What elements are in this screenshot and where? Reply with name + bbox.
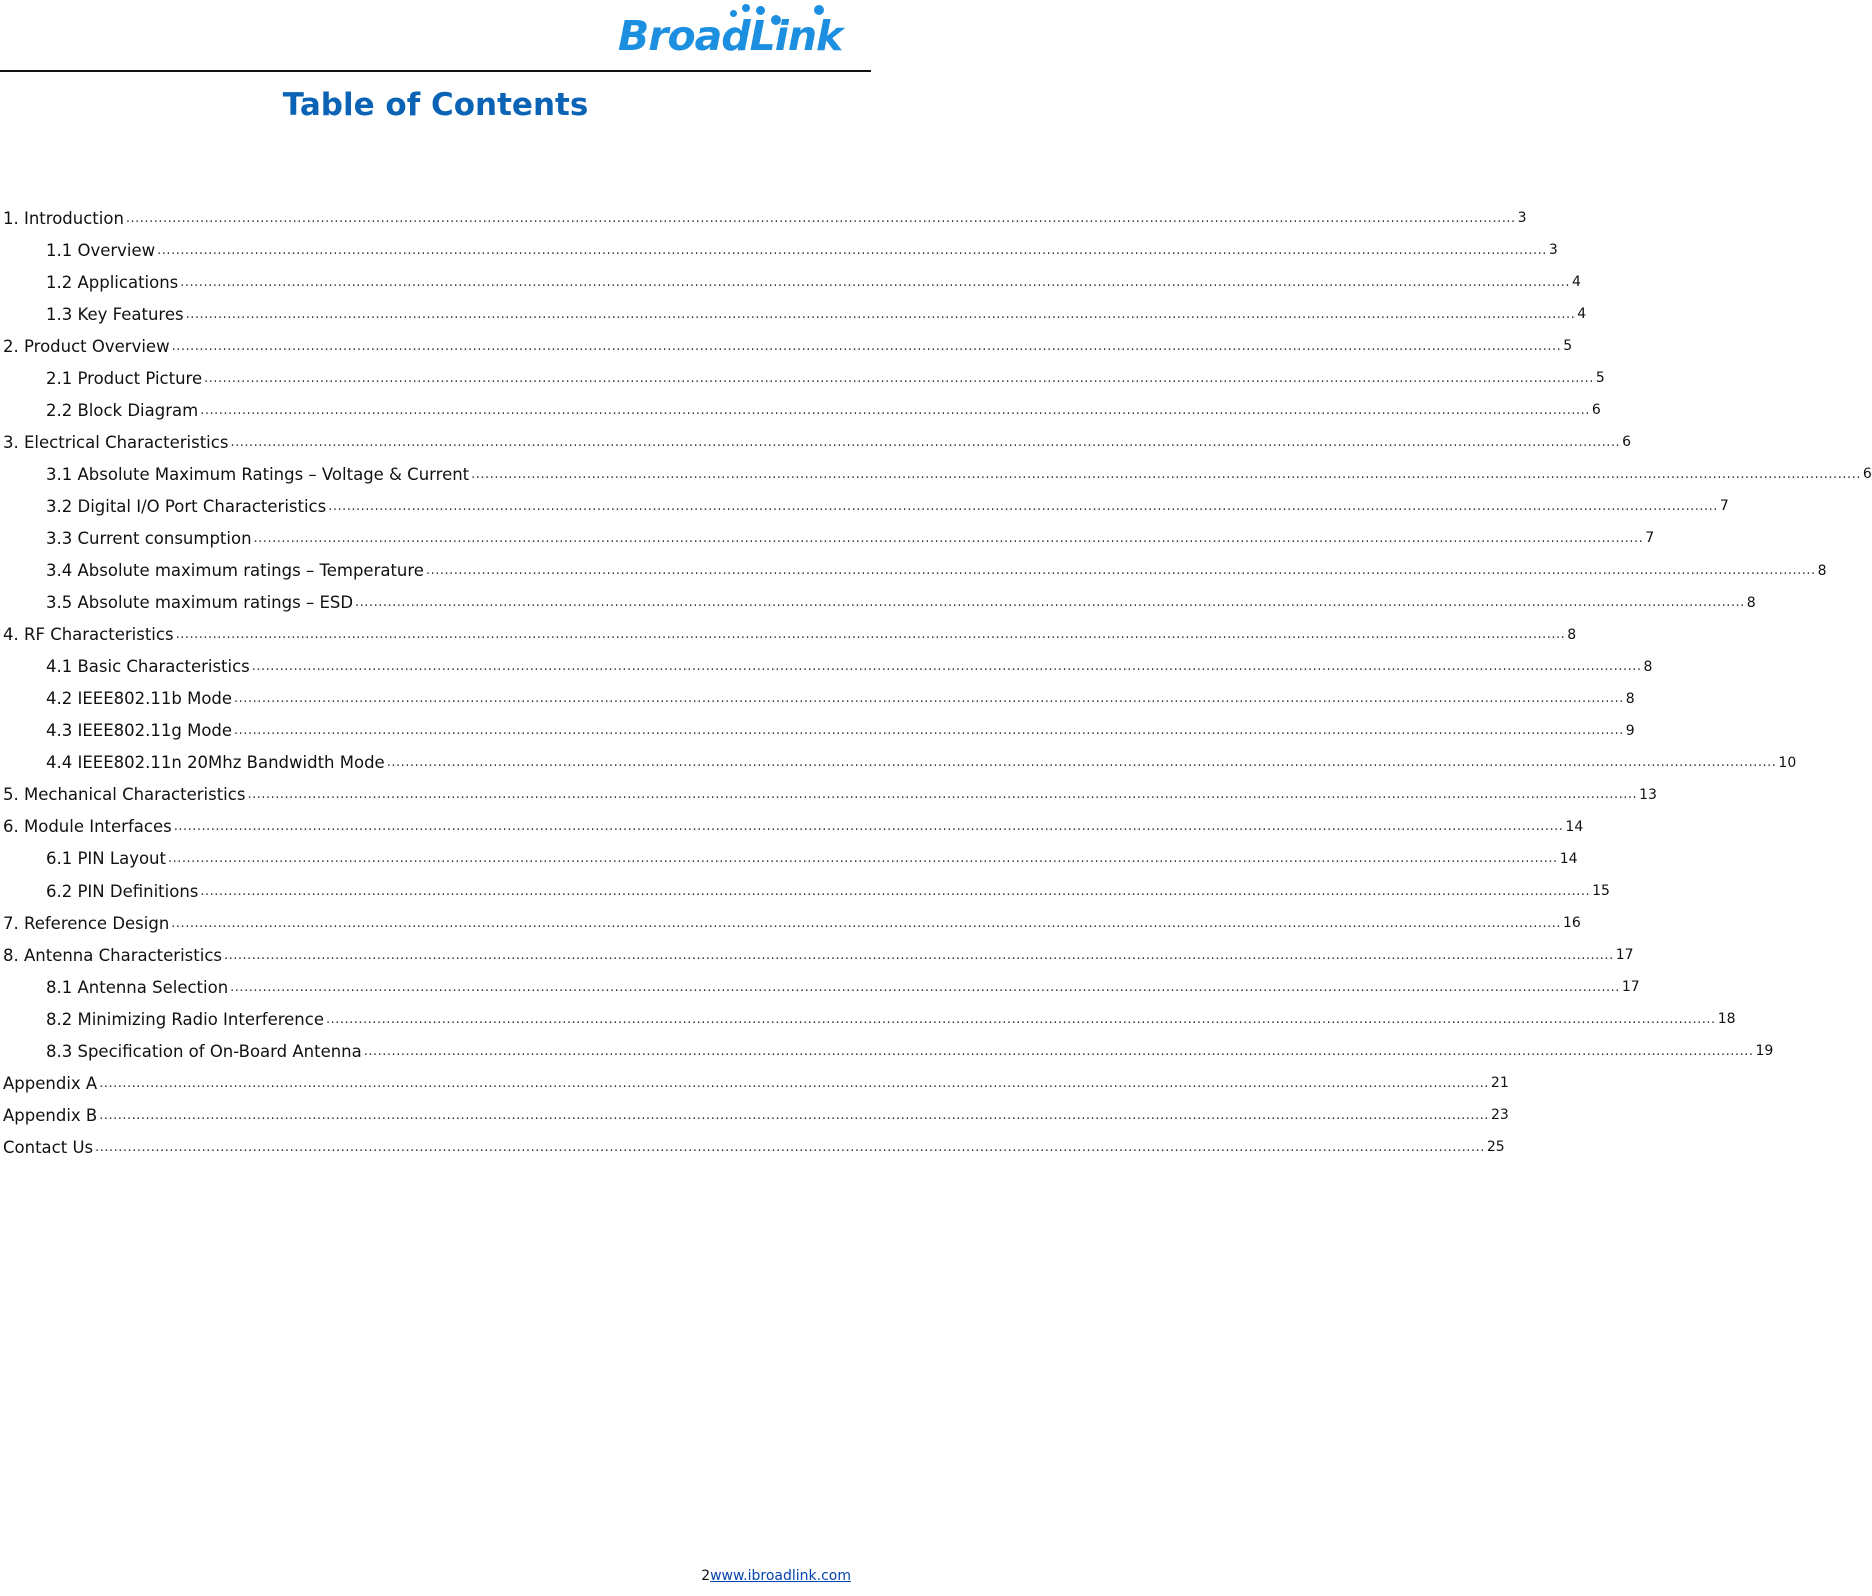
page-title: Table of Contents (282, 87, 589, 123)
toc-entry-label: 1.2 Applications (46, 272, 179, 292)
logo-text: BroadLink (618, 12, 843, 60)
toc-entry-label: 5. Mechanical Characteristics (3, 785, 246, 805)
toc-entry-label: Appendix A (3, 1073, 98, 1093)
toc-dot-leader: ............................................................................................................................................................................................................................................................................................................ (200, 883, 1591, 899)
toc-entry-page: 25 (1486, 1139, 1505, 1156)
toc-entry[interactable] (3, 394, 1601, 426)
toc-entry-label: 8.3 Specification of On-Board Antenna (46, 1041, 362, 1061)
toc-entry-page: 8 (1817, 562, 1827, 579)
toc-entry-page: 8 (1625, 690, 1635, 707)
toc-entry-label: 3. Electrical Characteristics (3, 432, 229, 452)
toc-entry-page: 5 (1563, 338, 1573, 355)
toc-entry-page: 8 (1746, 594, 1756, 611)
toc-dot-leader: ............................................................................................................................................................................................................................................................................................................ (167, 851, 1558, 867)
toc-entry-label: Appendix B (3, 1105, 98, 1125)
toc-entry[interactable] (3, 715, 1635, 747)
toc-entry[interactable] (3, 426, 1632, 458)
toc-entry[interactable] (3, 587, 1756, 619)
toc-entry[interactable] (3, 202, 1527, 234)
toc-dot-leader: ............................................................................................................................................................................................................................................................................................................ (175, 627, 1566, 643)
toc-entry-label: 1. Introduction (3, 208, 124, 228)
toc-entry-page: 19 (1755, 1043, 1774, 1060)
toc-entry[interactable] (3, 234, 1558, 266)
toc-dot-leader: ............................................................................................................................................................................................................................................................................................................ (230, 979, 1620, 995)
toc-dot-leader: ............................................................................................................................................................................................................................................................................................................ (230, 434, 1621, 450)
toc-entry[interactable] (3, 458, 1872, 490)
toc-entry-page: 8 (1643, 658, 1653, 675)
toc-entry-page: 9 (1625, 722, 1635, 739)
toc-entry[interactable] (3, 490, 1729, 522)
toc-entry-page: 13 (1639, 786, 1657, 803)
toc-entry-page: 7 (1645, 530, 1655, 547)
toc-entry[interactable] (3, 875, 1610, 907)
toc-dot-leader: ............................................................................................................................................................................................................................................................................................................ (99, 1107, 1489, 1123)
page-header (0, 0, 871, 72)
toc-entry-page: 4 (1577, 306, 1587, 323)
toc-dot-leader: ............................................................................................................................................................................................................................................................................................................ (224, 947, 1614, 963)
toc-entry-label: 3.4 Absolute maximum ratings – Temperature (46, 561, 424, 581)
toc-dot-leader: ............................................................................................................................................................................................................................................................................................................ (99, 1075, 1489, 1091)
toc-entry-label: 8.2 Minimizing Radio Interference (46, 1009, 324, 1029)
toc-dot-leader: ............................................................................................................................................................................................................................................................................................................ (180, 274, 1570, 290)
toc-entry[interactable] (3, 330, 1573, 362)
toc-dot-leader: ............................................................................................................................................................................................................................................................................................................ (253, 530, 1644, 546)
toc-entry[interactable] (3, 747, 1797, 779)
table-of-contents (3, 202, 1872, 1163)
toc-entry-page: 4 (1571, 274, 1581, 291)
toc-dot-leader: ............................................................................................................................................................................................................................................................................................................ (171, 338, 1562, 354)
toc-dot-leader: ............................................................................................................................................................................................................................................................................................................ (328, 498, 1718, 514)
toc-dot-leader: ............................................................................................................................................................................................................................................................................................................ (234, 723, 1624, 739)
toc-entry[interactable] (3, 907, 1581, 939)
toc-entry[interactable] (3, 971, 1640, 1003)
toc-entry-label: 4. RF Characteristics (3, 625, 174, 645)
toc-dot-leader: ............................................................................................................................................................................................................................................................................................................ (386, 755, 1777, 771)
toc-dot-leader: ............................................................................................................................................................................................................................................................................................................ (471, 466, 1861, 482)
toc-entry[interactable] (3, 362, 1605, 394)
toc-entry-page: 6 (1862, 466, 1872, 483)
toc-entry[interactable] (3, 555, 1827, 587)
toc-entry[interactable] (3, 939, 1634, 971)
toc-dot-leader: ............................................................................................................................................................................................................................................................................................................ (157, 242, 1547, 258)
toc-entry-page: 23 (1490, 1107, 1509, 1124)
toc-entry[interactable] (3, 683, 1635, 715)
toc-entry-label: 2. Product Overview (3, 336, 170, 356)
toc-entry[interactable] (3, 1131, 1505, 1163)
website-link[interactable]: www.ibroadlink.com (710, 1568, 851, 1584)
toc-entry-page: 14 (1559, 850, 1578, 867)
toc-entry[interactable] (3, 1067, 1509, 1099)
toc-entry-page: 17 (1615, 947, 1634, 964)
toc-entry-label: 6. Module Interfaces (3, 817, 172, 837)
toc-entry-label: 1.1 Overview (46, 240, 156, 260)
toc-dot-leader: ............................................................................................................................................................................................................................................................................................................ (185, 306, 1576, 322)
toc-dot-leader: ............................................................................................................................................................................................................................................................................................................ (173, 819, 1564, 835)
toc-entry-page: 14 (1565, 818, 1584, 835)
toc-dot-leader: ............................................................................................................................................................................................................................................................................................................ (125, 210, 1516, 226)
toc-entry-page: 17 (1621, 979, 1640, 996)
toc-entry-label: 3.3 Current consumption (46, 528, 252, 548)
toc-dot-leader: ............................................................................................................................................................................................................................................................................................................ (234, 691, 1624, 707)
toc-entry-label: 3.1 Absolute Maximum Ratings – Voltage & Current (46, 464, 470, 484)
toc-entry[interactable] (3, 779, 1657, 811)
toc-entry[interactable] (3, 298, 1587, 330)
toc-entry-label: 4.3 IEEE802.11g Mode (46, 721, 233, 741)
toc-entry-page: 3 (1548, 242, 1558, 259)
toc-entry-label: 6.2 PIN Definitions (46, 881, 199, 901)
toc-dot-leader: ............................................................................................................................................................................................................................................................................................................ (171, 915, 1561, 931)
toc-dot-leader: ............................................................................................................................................................................................................................................................................................................ (204, 370, 1594, 386)
toc-dot-leader: ............................................................................................................................................................................................................................................................................................................ (425, 563, 1816, 579)
toc-entry-label: 2.2 Block Diagram (46, 400, 199, 420)
toc-entry-label: 6.1 PIN Layout (46, 849, 166, 869)
toc-entry-page: 10 (1778, 754, 1797, 771)
toc-entry-page: 5 (1595, 370, 1605, 387)
toc-entry-label: 3.2 Digital I/O Port Characteristics (46, 496, 327, 516)
toc-entry-label: 4.1 Basic Characteristics (46, 657, 250, 677)
toc-entry[interactable] (3, 619, 1577, 651)
toc-entry-page: 6 (1591, 402, 1601, 419)
toc-entry-label: 2.1 Product Picture (46, 368, 203, 388)
page-number: 2 (701, 1568, 711, 1584)
toc-entry-page: 16 (1563, 915, 1581, 932)
header-divider (0, 70, 871, 72)
toc-entry-label: 7. Reference Design (3, 913, 170, 933)
toc-entry[interactable] (3, 522, 1655, 554)
toc-entry-page: 8 (1567, 626, 1577, 643)
toc-entry[interactable] (3, 651, 1653, 683)
toc-entry-label: 1.3 Key Features (46, 304, 184, 324)
toc-entry-page: 7 (1719, 498, 1729, 515)
broadlink-logo (618, 3, 864, 65)
toc-entry[interactable] (3, 1099, 1509, 1131)
toc-entry-label: 4.2 IEEE802.11b Mode (46, 689, 233, 709)
toc-entry[interactable] (3, 1003, 1736, 1035)
toc-dot-leader: ............................................................................................................................................................................................................................................................................................................ (325, 1011, 1716, 1027)
toc-entry-page: 3 (1517, 210, 1527, 227)
toc-entry[interactable] (3, 811, 1584, 843)
toc-dot-leader: ............................................................................................................................................................................................................................................................................................................ (355, 595, 1745, 611)
toc-entry-label: 8. Antenna Characteristics (3, 945, 222, 965)
toc-entry-page: 18 (1717, 1011, 1736, 1028)
toc-entry[interactable] (3, 1035, 1774, 1067)
toc-dot-leader: ............................................................................................................................................................................................................................................................................................................ (200, 402, 1590, 418)
toc-entry-label: 4.4 IEEE802.11n 20Mhz Bandwidth Mode (46, 753, 385, 773)
toc-entry[interactable] (3, 266, 1581, 298)
page-footer (701, 1568, 851, 1584)
toc-dot-leader: ............................................................................................................................................................................................................................................................................................................ (363, 1043, 1754, 1059)
toc-entry-label: Contact Us (3, 1137, 94, 1157)
toc-entry[interactable] (3, 843, 1578, 875)
toc-entry-page: 6 (1622, 434, 1632, 451)
toc-entry-label: 8.1 Antenna Selection (46, 977, 229, 997)
toc-dot-leader: ............................................................................................................................................................................................................................................................................................................ (251, 659, 1642, 675)
toc-entry-label: 3.5 Absolute maximum ratings – ESD (46, 593, 354, 613)
toc-dot-leader: ............................................................................................................................................................................................................................................................................................................ (247, 787, 1638, 803)
toc-entry-page: 15 (1592, 883, 1610, 899)
toc-entry-page: 21 (1490, 1075, 1509, 1092)
toc-dot-leader: ............................................................................................................................................................................................................................................................................................................ (95, 1139, 1485, 1155)
